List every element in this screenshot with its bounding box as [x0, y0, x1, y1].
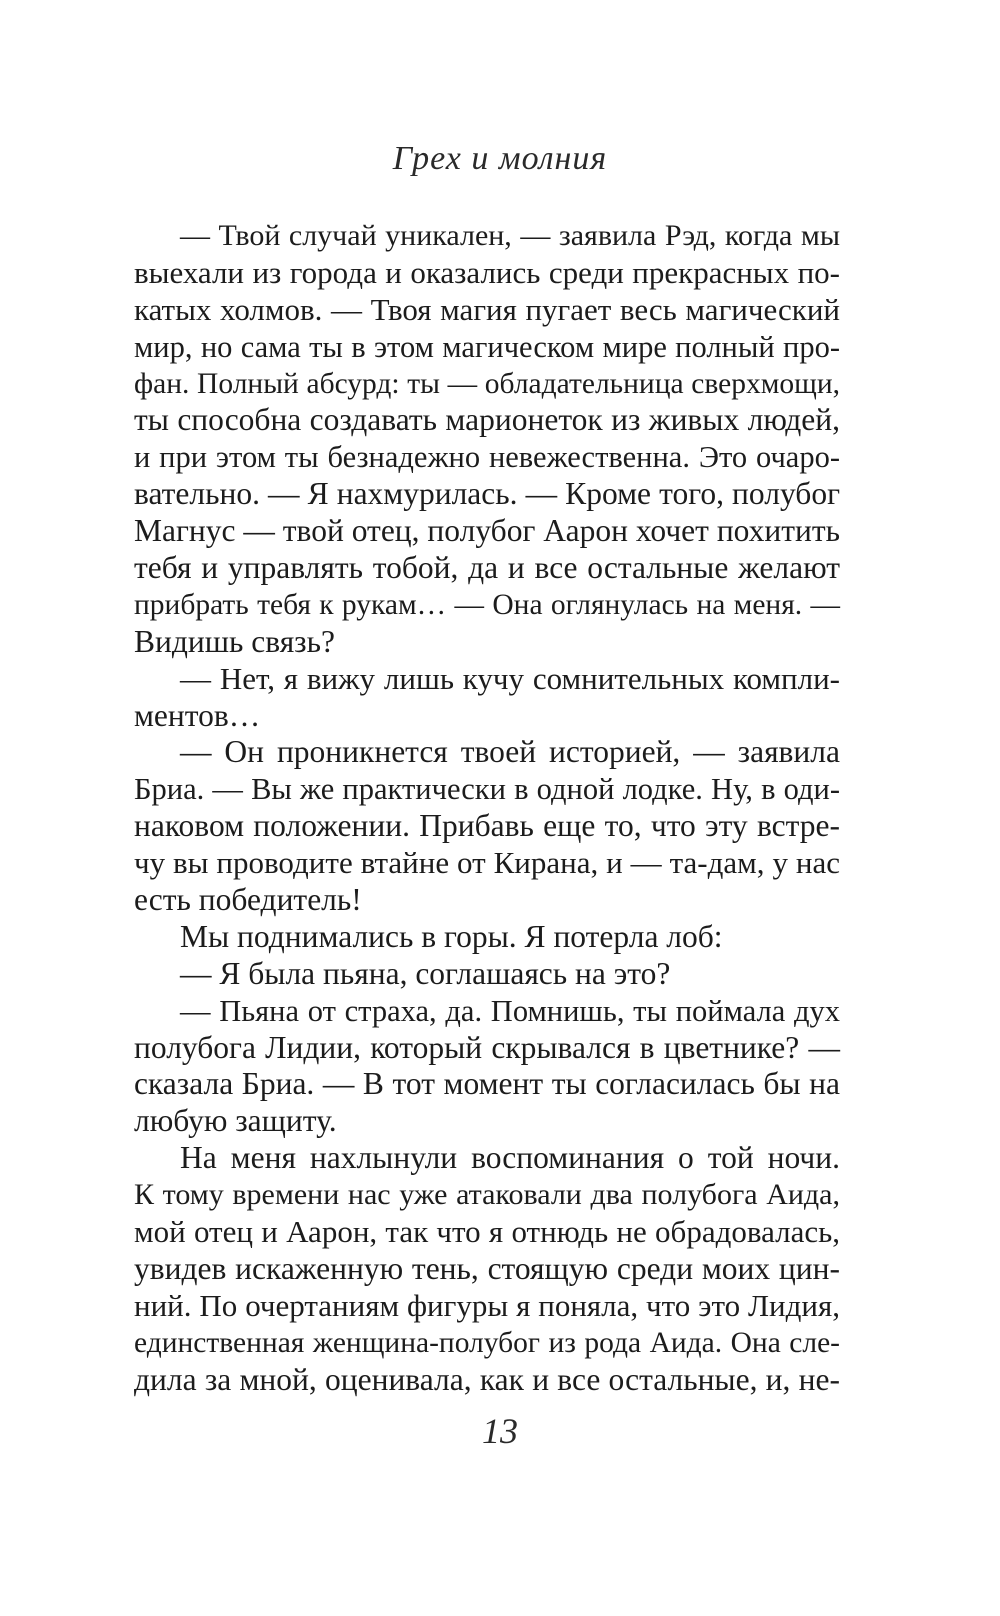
text-line: вательно. — Я нахмурилась. — Кроме того, полубог: [134, 476, 840, 512]
text-line: единственная женщина-полубог из рода Аида. Она сле-: [134, 1326, 840, 1359]
text-line: Бриа. — Вы же практически в одной лодке. Ну, в оди-: [134, 772, 840, 807]
text-line: — Пьяна от страха, да. Помнишь, ты поймала дух: [180, 993, 840, 1028]
text-line: катых холмов. — Твоя магия пугает весь магический: [134, 291, 840, 327]
text-line: выехали из города и оказались среди прекрасных по-: [134, 254, 840, 290]
text-line: — Твой случай уникален, — заявила Рэд, когда мы: [180, 219, 840, 252]
text-line: увидев искаженную тень, стоящую среди моих цин-: [134, 1250, 840, 1286]
running-head: Грех и молния: [392, 140, 608, 177]
text-line: Магнус — твой отец, полубог Аарон хочет похитить: [134, 513, 840, 549]
text-line: тебя и управлять тобой, да и все остальные желают: [134, 550, 840, 586]
text-line: — Он проникнется твоей историей, — заявила: [180, 734, 840, 770]
text-line: ментов…: [134, 697, 261, 733]
text-line: — Я была пьяна, соглашаясь на это?: [180, 955, 671, 991]
text-line: чу вы проводите втайне от Кирана, и — та-дам, у нас: [134, 845, 840, 881]
text-line: ты способна создавать марионеток из живых людей,: [134, 402, 840, 438]
text-line: сказала Бриа. — В тот момент ты согласилась бы на: [134, 1066, 840, 1102]
text-line: Видишь связь?: [134, 623, 335, 659]
text-line: любую защиту.: [134, 1103, 337, 1139]
text-line: полубога Лидии, который скрывался в цветнике? —: [134, 1029, 840, 1065]
text-line: На меня нахлынули воспоминания о той ночи.: [180, 1140, 840, 1176]
text-line: ний. По очертаниям фигуры я поняла, что это Лидия,: [134, 1287, 840, 1323]
text-line: мой отец и Аарон, так что я отнюдь не обрадовалась,: [134, 1214, 840, 1250]
text-line: есть победитель!: [134, 882, 362, 918]
text-line: К тому времени нас уже атаковали два полубога Аида,: [134, 1178, 840, 1212]
page-number: 13: [482, 1411, 518, 1451]
text-line: и при этом ты безнадежно невежественна. Это очаро-: [134, 440, 840, 475]
text-line: наковом положении. Прибавь еще то, что эту встре-: [134, 808, 840, 844]
body-text: [134, 218, 840, 1399]
text-line: мир, но сама ты в этом магическом мире полный про-: [134, 329, 840, 364]
text-line: фан. Полный абсурд: ты — обладательница сверхмощи,: [134, 367, 840, 400]
text-line: — Нет, я вижу лишь кучу сомнительных компли-: [180, 660, 840, 696]
text-line: прибрать тебя к рукам… — Она оглянулась на меня. —: [134, 588, 840, 621]
text-line: дила за мной, оценивала, как и все остальные, и, не-: [134, 1361, 840, 1397]
text-line: Мы поднимались в горы. Я потерла лоб:: [180, 918, 723, 954]
